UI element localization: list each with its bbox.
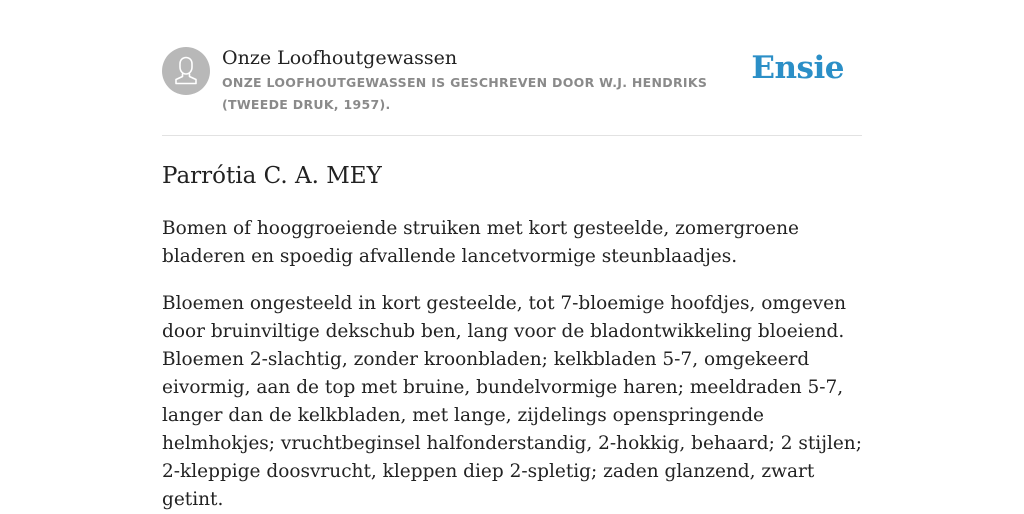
user-silhouette-icon: [162, 47, 210, 95]
brand-logo[interactable]: Ensie: [751, 50, 844, 86]
avatar[interactable]: [162, 47, 210, 95]
source-info: [222, 44, 762, 116]
entry-title: Parrótia C. A. MEY: [162, 163, 382, 189]
paragraph-2: Bloemen ongesteeld in kort gesteelde, tot 7-bloemige hoofdjes, omgeven door bruinviltige dekschub ben, lang voor de bladontwikkeling bloeiend. Bloemen 2-slachtig, zonder kroonbladen; kelkbladen 5-7, omgekeerd eivormig, aan de top met bruine, bundelvormige haren; meeldraden 5-7, langer dan de kelkbladen, met lange, zijdelings openspringende helmhokjes; vruchtbeginsel halfonderstandig, 2-hokkig, behaard; 2 stijlen; 2-kleppige doosvrucht, kleppen diep 2-spletig; zaden glanzend, zwart getint.: [162, 293, 862, 510]
page: [162, 0, 862, 514]
source-description: ONZE LOOFHOUTGEWASSEN IS GESCHREVEN DOOR W.J. HENDRIKS (TWEEDE DRUK, 1957).: [222, 75, 708, 112]
source-title[interactable]: Onze Loofhoutgewassen: [222, 47, 458, 69]
header: [162, 0, 862, 136]
paragraph-1: Bomen of hooggroeiende struiken met kort gesteelde, zomergroene bladeren en spoedig afvallende lancetvormige steunblaadjes.: [162, 218, 799, 267]
